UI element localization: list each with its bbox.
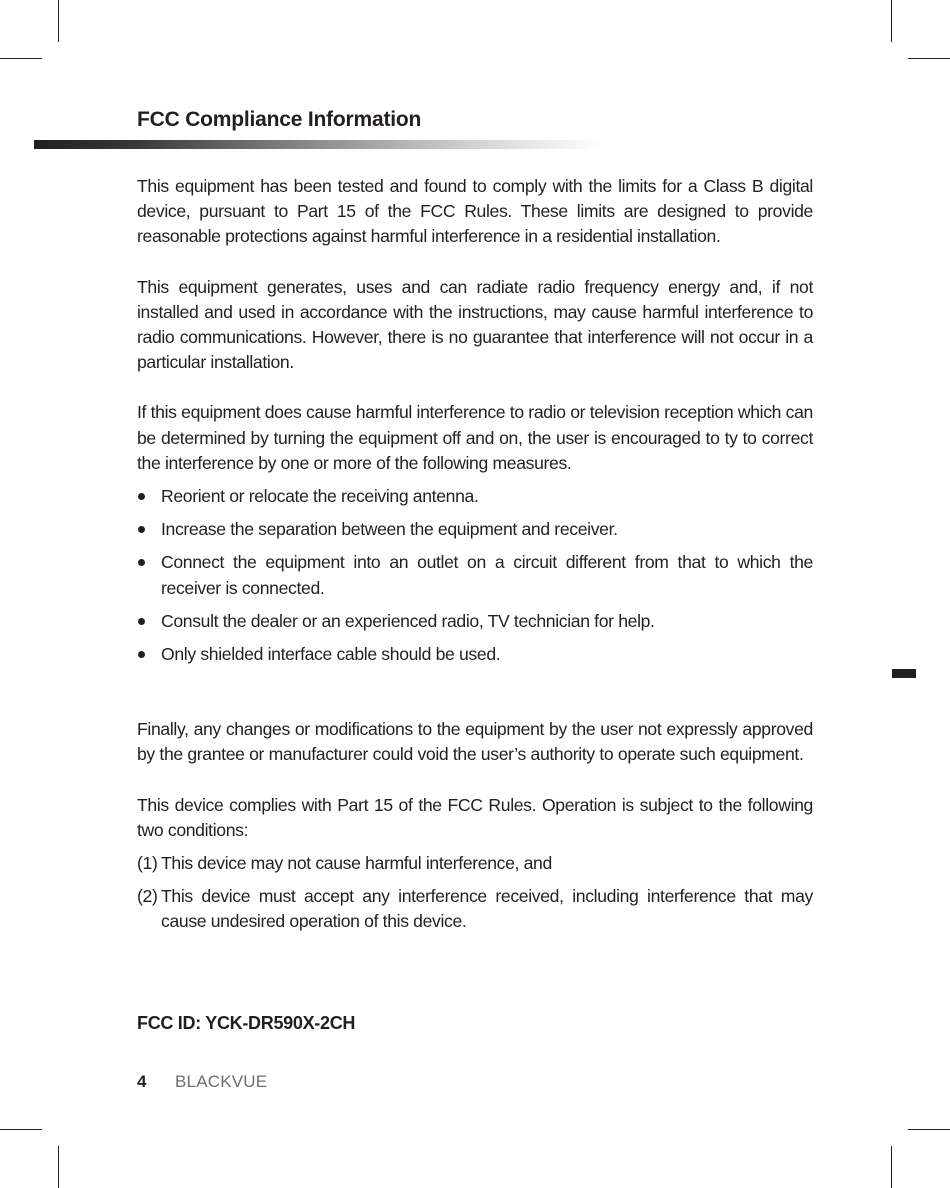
list-item-text: Only shielded interface cable should be used. [161,644,501,665]
main-content [137,174,813,1036]
crop-mark-top-left-horizontal [0,58,42,59]
paragraph-class-b-limits: This equipment has been tested and found to comply with the limits for a Class B digital device, pursuant to Part 15 of the FCC Rules. These limits are designed to provide reasonable protections against harmful interference in a residential installation. [137,176,813,247]
page-title: FCC Compliance Information [137,108,422,131]
crop-mark-bottom-right-horizontal [908,1129,950,1130]
list-item-text: Consult the dealer or an experienced radio, TV technician for help. [161,610,655,631]
section-tab-marker [892,669,916,678]
fcc-id: FCC ID: YCK-DR590X-2CH [137,1012,356,1033]
crop-mark-top-right-horizontal [908,58,950,59]
page-number: 4 [137,1072,147,1091]
bullet-icon [138,526,145,533]
crop-mark-top-right-vertical [891,0,892,42]
paragraph-interference-measures: If this equipment does cause harmful interference to radio or television reception which can be determined by turning the equipment off and on, the user is encouraged to ty to correct the interference by one or more of the following measures. [137,402,813,473]
conditions-list [137,851,813,935]
crop-mark-bottom-right-vertical [891,1146,892,1188]
crop-mark-bottom-left-horizontal [0,1129,42,1130]
paragraph-part15-conditions: This device complies with Part 15 of the FCC Rules. Operation is subject to the following two conditions: [137,794,813,840]
condition-text: This device must accept any interference received, including interference that may cause undesired operation of this device. [161,886,813,932]
list-item-text: Increase the separation between the equipment and receiver. [161,519,618,540]
condition-number: (2) [137,886,158,907]
list-item [137,851,813,876]
crop-mark-top-left-vertical [58,0,59,42]
measures-list [137,484,813,667]
list-item [137,517,813,542]
list-item [137,550,813,600]
list-item-text: Reorient or relocate the receiving antenna. [161,486,479,507]
bullet-icon [138,559,145,566]
condition-number: (1) [137,853,158,874]
title-underline-bar [34,140,600,149]
bullet-icon [138,618,145,625]
condition-text: This device may not cause harmful interference, and [161,853,552,874]
list-item [137,884,813,934]
bullet-icon [138,651,145,658]
list-item-text: Connect the equipment into an outlet on a circuit different from that to which the receiver is connected. [161,552,813,598]
crop-mark-bottom-left-vertical [58,1146,59,1188]
list-item [137,609,813,634]
paragraph-modifications-warning: Finally, any changes or modifications to the equipment by the user not expressly approved by the grantee or manufacturer could void the user’s authority to operate such equipment. [137,719,813,765]
bullet-icon [138,493,145,500]
list-item [137,642,813,667]
paragraph-radio-energy: This equipment generates, uses and can radiate radio frequency energy and, if not installed and used in accordance with the instructions, may cause harmful interference to radio communications. However, there is no guarantee that interference will not occur in a particular installation. [137,276,813,373]
footer-brand: BLACKVUE [175,1072,268,1091]
list-item [137,484,813,509]
